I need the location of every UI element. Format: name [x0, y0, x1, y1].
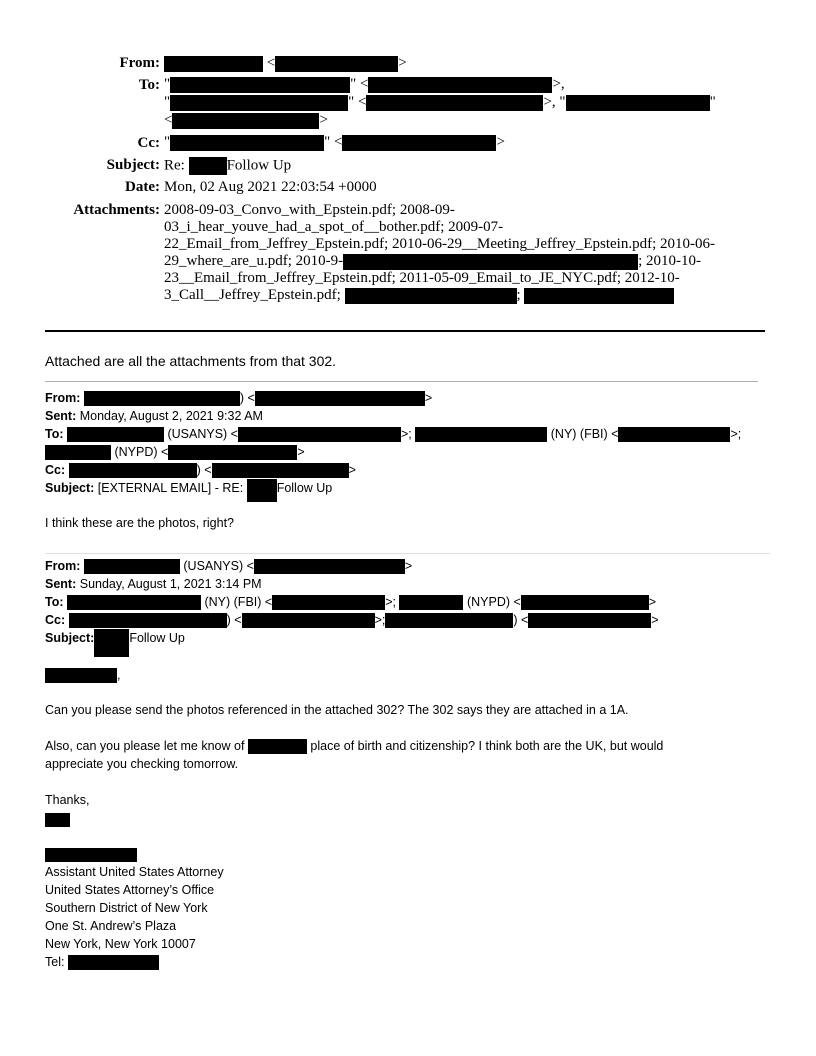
message-divider: [45, 553, 770, 554]
redaction: [366, 95, 543, 111]
to-label: To:: [45, 595, 64, 609]
attachment-line-6: [164, 287, 674, 304]
cc-suffix: ) <: [196, 463, 212, 477]
signer-name-redaction: [45, 846, 137, 864]
msg2-subject: [45, 629, 185, 657]
sig-line-5: New York, New York 10007: [45, 937, 196, 951]
attachment-line-4: [164, 253, 701, 270]
redaction: [238, 427, 401, 442]
redaction: [343, 254, 638, 270]
redaction: [168, 445, 297, 460]
redaction: [212, 463, 349, 478]
redaction: [415, 427, 547, 442]
to-value-line2: " " < >, " ": [164, 94, 716, 110]
msg1-sent: [45, 407, 263, 425]
subject-tail: Follow Up: [129, 631, 185, 645]
email-header: [0, 0, 816, 320]
to-text: (NY) (FBI) <: [550, 427, 619, 441]
to-text: (USANYS) <: [167, 427, 238, 441]
redaction: [189, 157, 227, 175]
signature-redaction: [45, 811, 70, 829]
sig-tel: [45, 953, 159, 971]
redaction: [84, 559, 180, 574]
attachment-line-3: 22_Email_from_Jeffrey_Epstein.pdf; 2010-06-29__Meeting_Jeffrey_Epstein.pdf; 2010-06-: [164, 236, 715, 252]
from-suffix: ) <: [239, 391, 255, 405]
sent-value: Sunday, August 1, 2021 3:14 PM: [79, 577, 262, 591]
msg1-to-line2: (NYPD) < >: [45, 443, 305, 461]
msg1-from: From: ) < >: [45, 391, 433, 405]
redaction: [69, 613, 227, 628]
para-text: place of birth and citizenship? I think both are the UK, but would: [310, 739, 664, 753]
cc-label: Cc:: [45, 463, 66, 477]
redaction: [170, 135, 324, 151]
to-value-line3: < >: [164, 112, 328, 128]
redaction: [69, 463, 197, 478]
msg2-from: From: (USANYS) < >: [45, 559, 413, 573]
sent-label: Sent:: [45, 577, 77, 591]
redaction: [272, 595, 385, 610]
from-label: From:: [45, 391, 81, 405]
sent-value: Monday, August 2, 2021 9:32 AM: [79, 409, 263, 423]
redaction: [248, 739, 307, 754]
cc-label: Cc:: [45, 613, 66, 627]
redaction: [521, 595, 649, 610]
sig-line-3: Southern District of New York: [45, 901, 208, 915]
attachment-line-2: 03_i_hear_youve_had_a_spot_of__bother.pdf; 2009-07-: [164, 219, 504, 235]
attachment-text: 29_where_are_u.pdf; 2010-9-: [164, 253, 344, 269]
redaction: [170, 95, 348, 111]
redaction: [342, 135, 496, 151]
para-text: Also, can you please let me know of: [45, 739, 245, 753]
to-label: To:: [138, 77, 160, 93]
from-suffix: (USANYS) <: [183, 559, 254, 573]
redaction: [254, 559, 405, 574]
subject-tail: Follow Up: [276, 481, 333, 495]
redaction: [275, 56, 398, 72]
to-label: To:: [45, 427, 64, 441]
tel-label: Tel:: [45, 955, 65, 969]
redaction: [399, 595, 463, 610]
msg1-subject: [45, 479, 332, 502]
to-text: >;: [730, 427, 742, 441]
msg2-thanks: Thanks,: [45, 793, 90, 807]
message-divider: [45, 381, 758, 382]
subject-label: Subject:: [45, 481, 95, 495]
redaction: [84, 391, 240, 406]
header-divider: [45, 330, 765, 332]
redaction: [45, 848, 137, 862]
msg1-to-line1: [45, 425, 741, 443]
redaction: [170, 77, 350, 93]
msg2-para2-line2: appreciate you checking tomorrow.: [45, 757, 239, 771]
sig-line-2: United States Attorney’s Office: [45, 883, 215, 897]
cc-value: " " < >: [164, 134, 505, 150]
redaction: [345, 288, 517, 304]
msg2-cc: Cc: ) < >; ) < >: [45, 613, 659, 627]
redaction: [247, 479, 277, 502]
cc-label: Cc:: [137, 135, 160, 151]
cc-text: ) <: [226, 613, 242, 627]
attachment-line-5: 23__Email_from_Jeffrey_Epstein.pdf; 2011-05-09_Email_to_JE_NYC.pdf; 2012-10-: [164, 270, 680, 286]
msg2-to: To: (NY) (FBI) < >; (NYPD) < >: [45, 595, 657, 609]
redaction: [172, 113, 319, 129]
msg2-greeting: [45, 666, 120, 684]
from-value: < >: [164, 55, 407, 72]
redaction: [242, 613, 375, 628]
msg2-para2-line1: [45, 737, 663, 755]
attachments-label: Attachments:: [73, 202, 160, 218]
subject-label: Subject:: [45, 631, 95, 645]
to-text: >;: [401, 427, 412, 441]
subject-text: Follow Up: [226, 157, 292, 174]
date-label: Date:: [125, 179, 160, 195]
to-text: (NYPD) <: [114, 445, 169, 459]
redaction: [368, 77, 552, 93]
redaction: [45, 813, 70, 827]
redaction: [255, 391, 425, 406]
redaction: [524, 288, 674, 304]
redaction: [164, 56, 263, 72]
redaction: [67, 595, 201, 610]
subject-value: [164, 157, 291, 175]
from-label: From:: [45, 559, 81, 573]
redaction: [45, 445, 111, 460]
cc-text: ) <: [513, 613, 529, 627]
attachment-line-1: 2008-09-03_Convo_with_Epstein.pdf; 2008-09-: [164, 202, 455, 218]
msg2-sent: [45, 575, 262, 593]
date-value: Mon, 02 Aug 2021 22:03:54 +0000: [164, 179, 377, 195]
redaction: [528, 613, 651, 628]
cc-text: >;: [374, 613, 386, 627]
intro-text: Attached are all the attachments from that 302.: [45, 353, 337, 369]
attachment-text: ;: [516, 287, 521, 303]
greeting-tail: ,: [117, 668, 121, 682]
sig-line-4: One St. Andrew’s Plaza: [45, 919, 177, 933]
attachment-text: 3_Call__Jeffrey_Epstein.pdf;: [164, 287, 341, 303]
redaction: [94, 629, 129, 657]
subject-value: [EXTERNAL EMAIL] - RE:: [97, 481, 244, 495]
attachment-text: ; 2010-10-: [638, 253, 702, 269]
redaction: [566, 95, 710, 111]
sent-label: Sent:: [45, 409, 77, 423]
redaction: [618, 427, 730, 442]
from-label: From:: [119, 55, 160, 71]
subject-prefix: Re:: [164, 157, 185, 174]
redaction: [45, 668, 117, 683]
to-text: (NYPD) <: [466, 595, 521, 609]
redaction: [67, 427, 164, 442]
sig-line-1: Assistant United States Attorney: [45, 865, 224, 879]
to-text: (NY) (FBI) <: [204, 595, 273, 609]
to-text: >;: [385, 595, 396, 609]
msg2-para1: Can you please send the photos referenced in the attached 302? The 302 says they are attached in a 1A.: [45, 703, 629, 717]
redaction: [385, 613, 513, 628]
to-value-line1: " " < >,: [164, 76, 565, 92]
msg1-cc: Cc: ) < >: [45, 463, 356, 477]
msg1-body: I think these are the photos, right?: [45, 516, 235, 530]
redaction: [68, 955, 159, 970]
subject-label: Subject:: [106, 157, 160, 173]
